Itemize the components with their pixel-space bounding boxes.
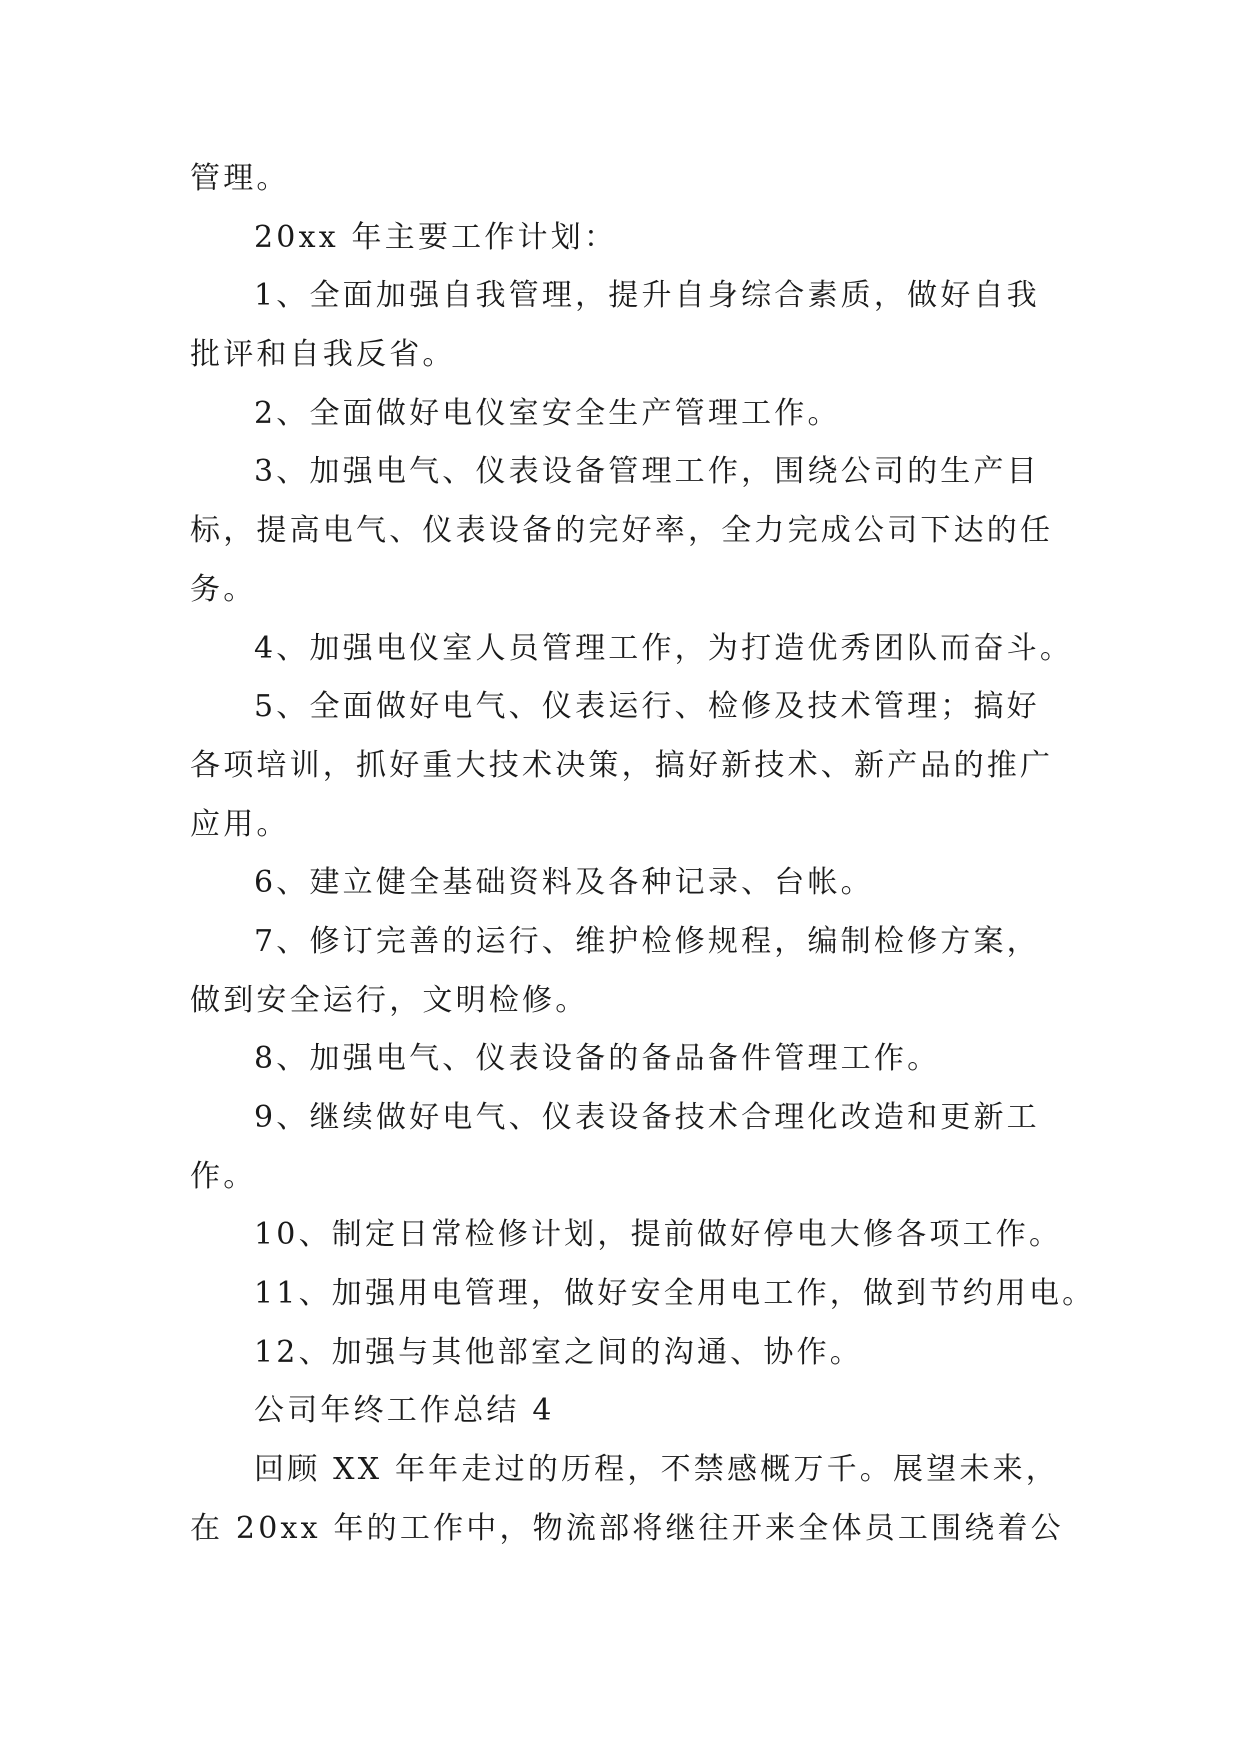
text-line: 各项培训，抓好重大技术决策，搞好新技术、新产品的推广 — [190, 747, 1054, 783]
text-line: 应用。 — [190, 806, 290, 842]
paragraph-line: 在 20xx 年的工作中，物流部将继往开来全体员工围绕着公 — [190, 1510, 1064, 1546]
section-title: 公司年终工作总结 4 — [254, 1393, 555, 1429]
list-item: 9、继续做好电气、仪表设备技术合理化改造和更新工 — [254, 1100, 1040, 1135]
list-item: 4、加强电仪室人员管理工作，为打造优秀团队而奋斗。 — [254, 630, 1074, 666]
text-line: 务。 — [190, 571, 257, 607]
paragraph-line: 回顾 XX 年年走过的历程，不禁感概万千。展望未来， — [254, 1452, 1059, 1488]
list-item: 3、加强电气、仪表设备管理工作，围绕公司的生产目 — [254, 454, 1040, 490]
list-item: 12、加强与其他部室之间的沟通、协作。 — [254, 1334, 863, 1370]
text-line: 作。 — [190, 1158, 257, 1194]
list-item: 2、全面做好电仪室安全生产管理工作。 — [254, 395, 841, 431]
text-line: 批评和自我反省。 — [190, 337, 456, 373]
document-page — [190, 150, 1096, 1559]
plan-heading: 20xx 年主要工作计划： — [254, 219, 618, 255]
list-item: 7、修订完善的运行、维护检修规程，编制检修方案， — [254, 923, 1040, 959]
list-item: 1、全面加强自我管理，提升自身综合素质，做好自我 — [254, 278, 1040, 314]
list-item: 5、全面做好电气、仪表运行、检修及技术管理；搞好 — [254, 689, 1040, 725]
text-line: 做到安全运行，文明检修。 — [190, 982, 589, 1018]
list-item: 6、建立健全基础资料及各种记录、台帐。 — [254, 865, 874, 901]
list-item: 8、加强电气、仪表设备的备品备件管理工作。 — [254, 1041, 941, 1077]
list-item: 10、制定日常检修计划，提前做好停电大修各项工作。 — [254, 1217, 1063, 1253]
list-item: 11、加强用电管理，做好安全用电工作，做到节约用电。 — [254, 1276, 1096, 1312]
text-line: 管理。 — [190, 161, 290, 196]
text-line: 标，提高电气、仪表设备的完好率，全力完成公司下达的任 — [190, 513, 1054, 549]
